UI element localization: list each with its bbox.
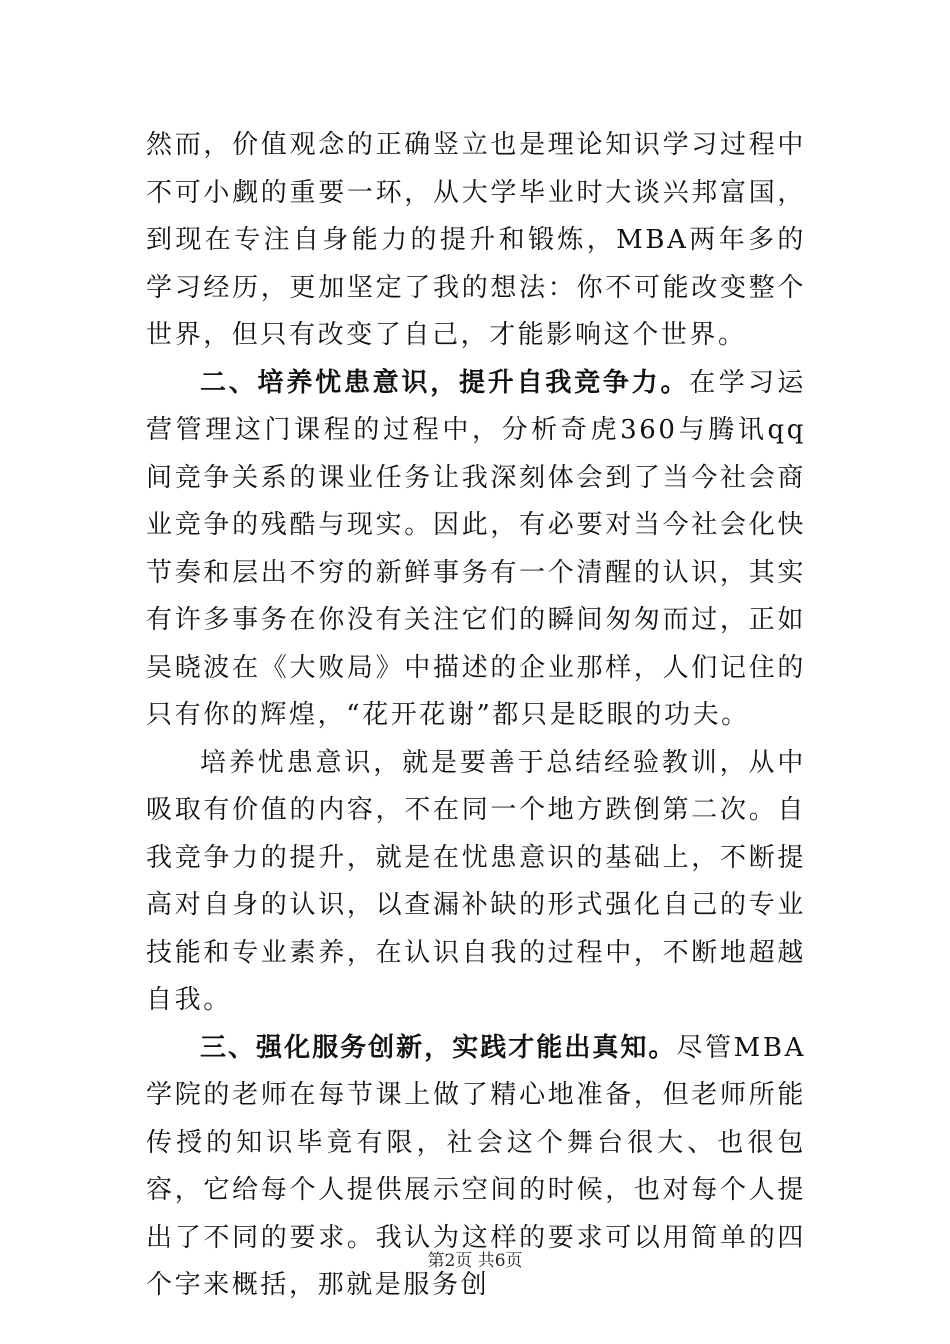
section-heading-3: 三、强化服务创新，实践才能出真知。 xyxy=(200,1032,677,1063)
paragraph-2-text: 在学习运营管理这门课程的过程中，分析奇虎360与腾讯qq间竞争关系的课业任务让我深刻体会到了当今社会商业竞争的残酷与现实。因此，有必要对当今社会化快节奏和层出不穷的新鲜事务有一个清醒的认识，其实有许多事务在你没有关注它们的瞬间匆匆而过，正如吴晓波在《大败局》中描述的企业那样，人们记住的只有你的辉煌，“花开花谢”都只是眨眼的功夫。 xyxy=(146,367,806,730)
page-number: 第2页 共6页 xyxy=(427,1251,523,1271)
paragraph-3 xyxy=(146,740,806,1025)
document-body xyxy=(146,122,806,1310)
paragraph-1 xyxy=(146,122,806,360)
paragraph-4-text: 尽管MBA学院的老师在每节课上做了精心地准备，但老师所能传授的知识毕竟有限，社会这个舞台很大、也很包容，它给每个人提供展示空间的时候，也对每个人提出了不同的要求。我认为这样的要求可以用简单的四个字来概括，那就是服务创 xyxy=(146,1032,806,1300)
page-footer xyxy=(0,1246,950,1271)
paragraph-2 xyxy=(146,360,806,740)
paragraph-1-text: 然而，价值观念的正确竖立也是理论知识学习过程中不可小觑的重要一环，从大学毕业时大谈兴邦富国，到现在专注自身能力的提升和锻炼，MBA两年多的学习经历，更加坚定了我的想法：你不可能改变整个世界，但只有改变了自己，才能影响这个世界。 xyxy=(146,130,806,350)
section-heading-2: 二、培养忧患意识，提升自我竞争力。 xyxy=(200,367,690,398)
paragraph-3-text: 培养忧患意识，就是要善于总结经验教训，从中吸取有价值的内容，不在同一个地方跌倒第二次。自我竞争力的提升，就是在忧患意识的基础上，不断提高对自身的认识，以查漏补缺的形式强化自己的专业技能和专业素养，在认识自我的过程中，不断地超越自我。 xyxy=(146,747,806,1015)
